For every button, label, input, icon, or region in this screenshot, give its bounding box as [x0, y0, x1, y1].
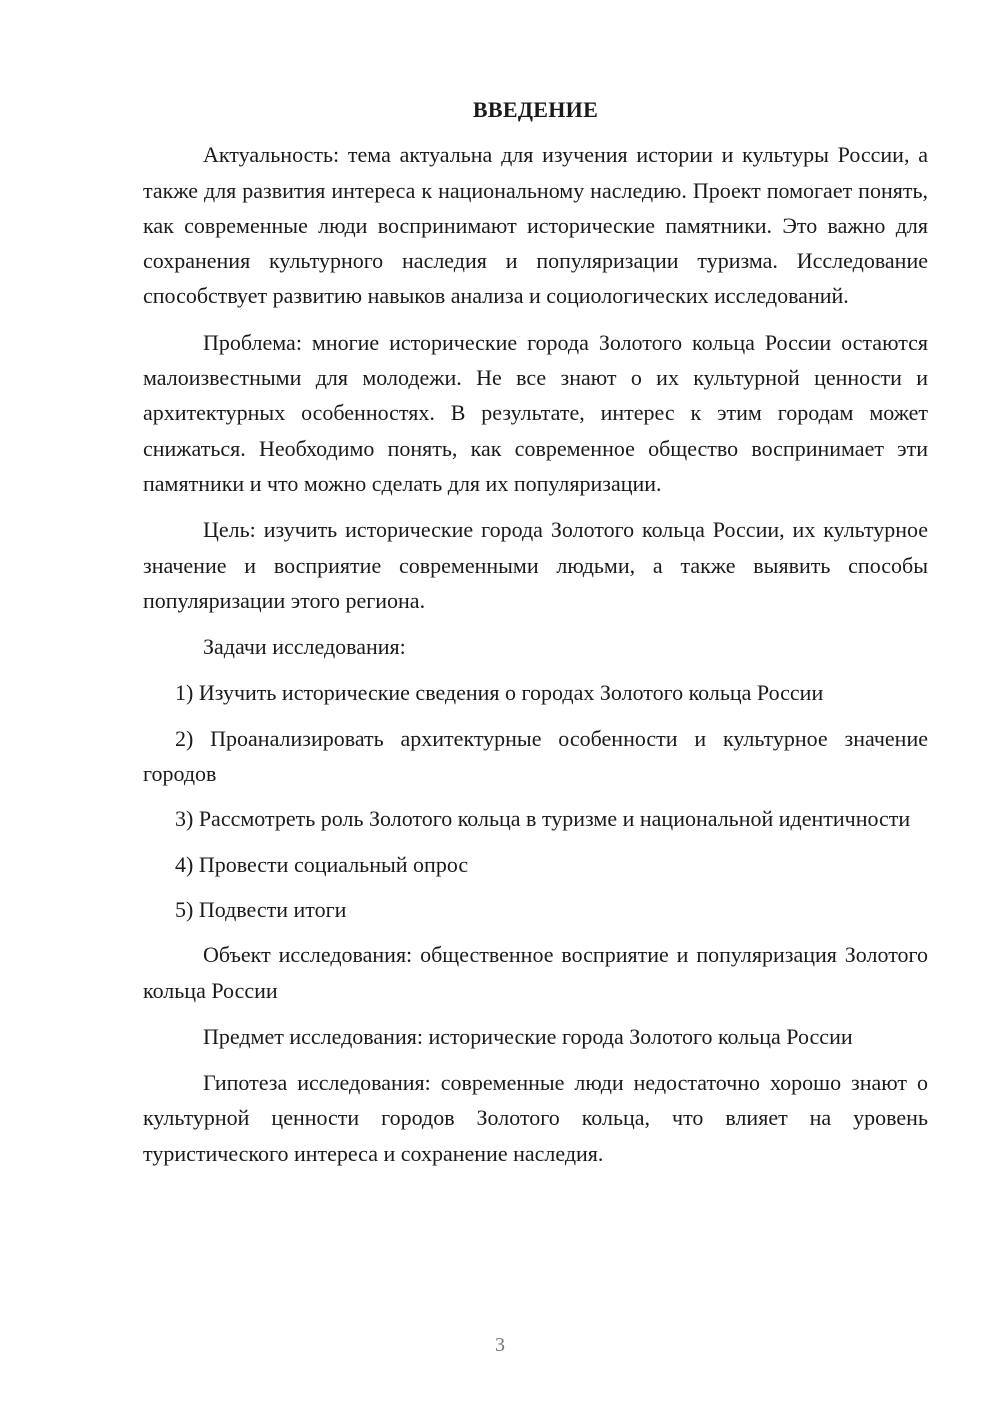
task-item: 4) Провести социальный опрос [175, 851, 469, 877]
paragraph-hypothesis: Гипотеза исследования: современные люди недостаточно хорошо знают о культурной ценности городов Золотого кольца, что влияет на уровень туристического интереса и сохранение наследия. [143, 1070, 928, 1166]
paragraph-object: Объект исследования: общественное восприятие и популяризация Золотого кольца России [143, 942, 928, 1003]
paragraph-goal: Цель: изучить исторические города Золотого кольца России, их культурное значение и восприятие современными людьми, а также выявить способы популяризации этого региона. [143, 517, 928, 613]
task-item: 3) Рассмотреть роль Золотого кольца в туризме и национальной идентичности [175, 806, 911, 832]
task-item: 5) Подвести итоги [175, 896, 347, 922]
paragraph-relevance: Актуальность: тема актуальна для изучения истории и культуры России, а также для развития интереса к национальному наследию. Проект помогает понять, как современные люди воспринимают исторические памятники. Это важно для сохранения культурного наследия и популяризации туризма. Исследование способствует развитию навыков анализа и социологических исследований. [143, 142, 928, 309]
section-title: ВВЕДЕНИЕ [472, 97, 599, 122]
paragraph-subject: Предмет исследования: исторические города Золотого кольца России [203, 1023, 853, 1049]
document-page [143, 92, 928, 1182]
paragraph-problem: Проблема: многие исторические города Золотого кольца России остаются малоизвестными для молодежи. Не все знают о их культурной ценности и архитектурных особенностях. В результате, интерес к этим городам может снижаться. Необходимо понять, как современное общество воспринимает эти памятники и что можно сделать для их популяризации. [143, 329, 928, 496]
task-item: 1) Изучить исторические сведения о городах Золотого кольца России [175, 680, 824, 706]
tasks-heading: Задачи исследования: [203, 634, 406, 660]
page-number: 3 [495, 1334, 505, 1356]
task-item: 2) Проанализировать архитектурные особенности и культурное значение городов [143, 725, 928, 787]
